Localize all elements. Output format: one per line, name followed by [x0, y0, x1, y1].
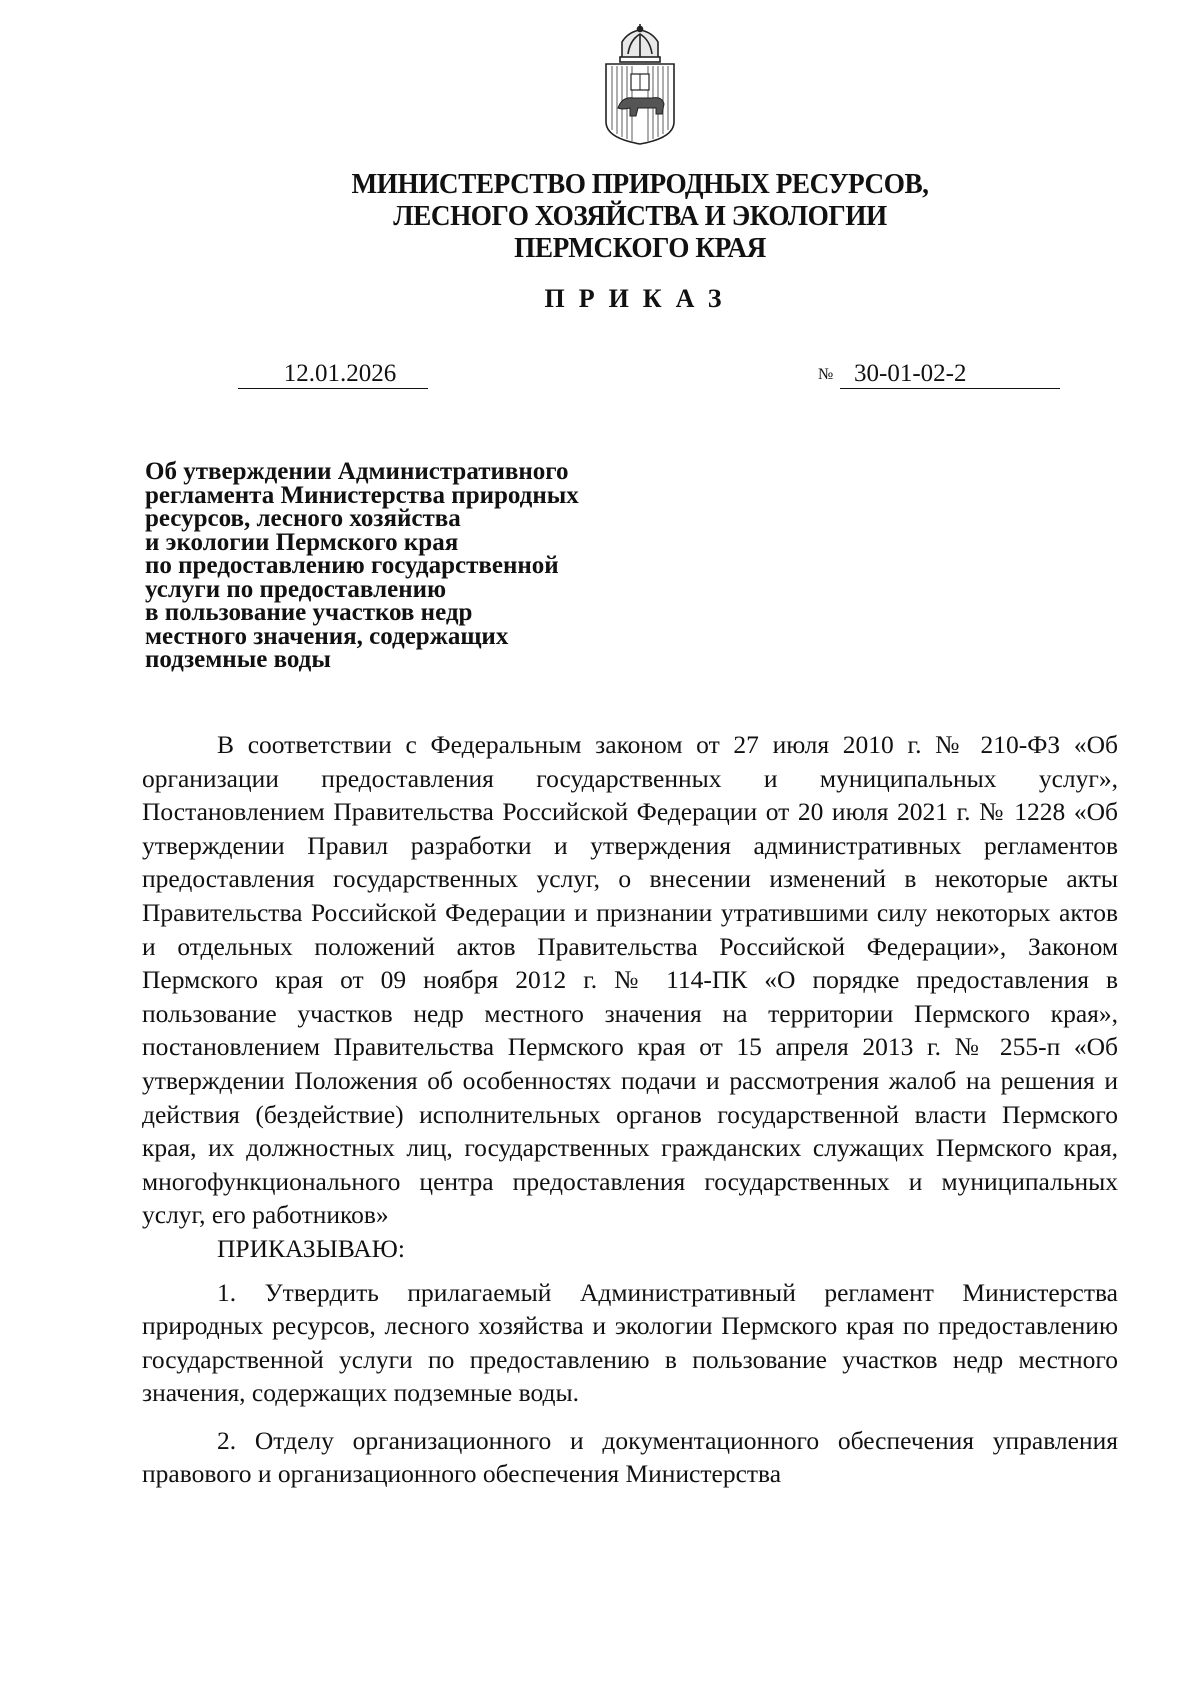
subject-line: подземные воды: [145, 646, 331, 673]
subject-line: по предоставлению государственной: [145, 552, 559, 579]
order-item-2: 2. Отделу организационного и документационного обеспечения управления правового и организационного обеспечения Министерства: [142, 1425, 1118, 1489]
subject-line: ресурсов, лесного хозяйства: [145, 505, 461, 532]
order-number-prefix: №: [818, 366, 834, 383]
subject-line: услуги по предоставлению: [145, 575, 447, 603]
order-body: [142, 728, 1118, 1491]
subject-line: в пользование участков недр: [145, 599, 473, 626]
order-subject: [145, 460, 665, 672]
order-number: 30-01-02-2: [840, 360, 1060, 389]
order-directive: ПРИКАЗЫВАЮ:: [217, 1233, 405, 1263]
ministry-name: [226, 168, 1053, 264]
subject-line: местного значения, содержащих: [145, 622, 509, 650]
preamble-paragraph: В соответствии с Федеральным законом от 27 июля 2010 г. № 210-ФЗ «Об организации предоставления государственных и муниципальных услуг», Постановлением Правительства Российской Федерации от 20 июля 2021 г. № 1228 «Об утверждении Правил разработки и утверждения административных регламентов предоставления государственных услуг, о внесении изменений в некоторые акты Правительства Российской Федерации и признании утратившими силу некоторых актов и отдельных положений актов Правительства Российской Федерации», Законом Пермского края от 09 ноября 2012 г. № 114-ПК «О порядке предоставления в пользование участков недр местного значения на территории Пермского края», постановлением Правительства Пермского края от 15 апреля 2013 г. № 255-п «Об утверждении Положения об особенностях подачи и рассмотрения жалоб на решения и действия (бездействие) исполнительных органов государственной власти Пермского края, их должностных лиц, государственных гражданских служащих Пермского края, многофункционального центра предоставления государственных и муниципальных услуг, его работников»: [142, 730, 1118, 1230]
ministry-line-1: МИНИСТЕРСТВО ПРИРОДНЫХ РЕСУРСОВ,: [351, 168, 929, 200]
subject-line: регламента Министерства природных: [145, 481, 579, 509]
ministry-line-2: ЛЕСНОГО ХОЗЯЙСТВА И ЭКОЛОГИИ: [393, 200, 887, 232]
subject-line: Об утверждении Административного: [145, 458, 569, 485]
order-date: 12.01.2026: [238, 360, 428, 389]
perm-krai-coat-of-arms-icon: [598, 24, 682, 146]
subject-line: и экологии Пермского края: [145, 528, 459, 556]
ministry-line-3: ПЕРМСКОГО КРАЯ: [514, 232, 766, 264]
order-item-1: 1. Утвердить прилагаемый Административный регламент Министерства природных ресурсов, лесного хозяйства и экологии Пермского края по предоставлению государственной услуги по предоставлению в пользование участков недр местного значения, содержащих подземные воды.: [142, 1277, 1118, 1408]
document-type: ПРИКАЗ: [544, 284, 736, 313]
